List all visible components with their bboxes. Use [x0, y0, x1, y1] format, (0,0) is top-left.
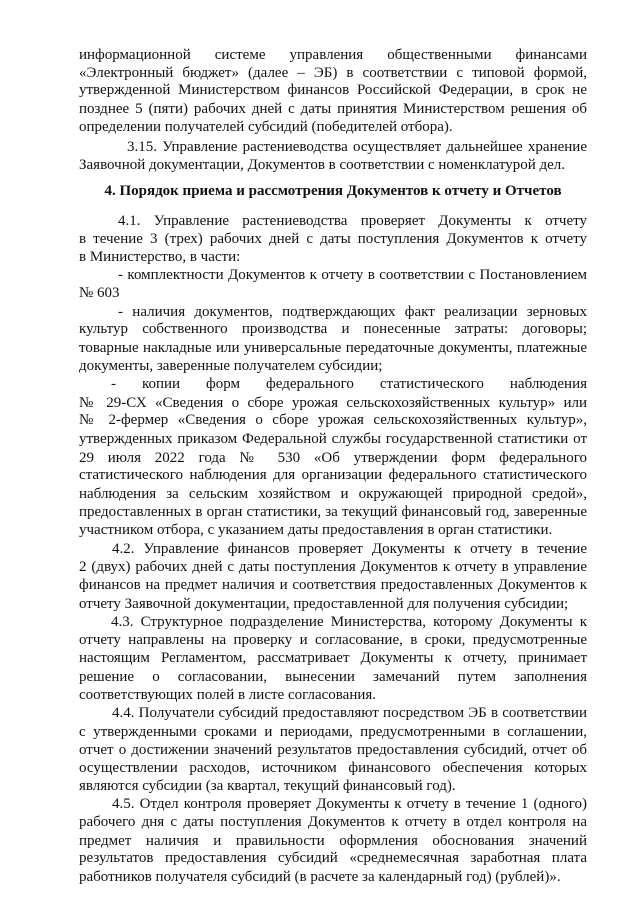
text-line: отчет о достижении значений результатов предоставления субсидий, отчет об — [79, 742, 587, 758]
text-line: - комплектности Документов к отчету в соответствии с Постановлением — [118, 267, 587, 283]
text-line: соответствующих полей в листе согласования. — [79, 687, 377, 703]
text-line: информационной системе управления общественными финансами — [79, 47, 587, 63]
text-line: 4.3. Структурное подразделение Министерства, которому Документы к — [111, 614, 587, 630]
text-line: - наличия документов, подтверждающих факт реализации зерновых — [118, 304, 587, 320]
text-line: с утвержденными сроками и периодами, предусмотренными в соглашении, — [79, 724, 587, 740]
text-line: работников получателя субсидий (в расчете за календарный год) (рублей)». — [79, 869, 561, 885]
text-line: 4.5. Отдел контроля проверяет Документы к отчету в течение 1 (одного) — [112, 796, 587, 812]
text-line: настоящим Регламентом, рассматривает Документы к отчету, принимает — [79, 650, 587, 666]
text-line: результатов предоставления субсидий «среднемесячная заработная плата — [79, 850, 587, 866]
text-line: рабочего дня с даты поступления Документов к отчету в отдел контроля на — [79, 814, 587, 830]
text-line: наблюдения за сельским хозяйством и окружающей природной средой», — [79, 486, 587, 502]
text-line: финансов на предмет наличия и соответствия предоставленных Документов к — [79, 577, 587, 593]
text-line: являются субсидии (за квартал, текущий финансовый год). — [79, 778, 456, 794]
text-line: позднее 5 (пяти) рабочих дней с даты принятия Министерством решения об — [79, 101, 587, 117]
section-heading: 4. Порядок приема и рассмотрения Документов к отчету и Отчетов — [104, 183, 562, 199]
text-line: - копии форм федерального статистического наблюдения — [111, 376, 587, 392]
text-line: 29 июля 2022 года № 530 «Об утверждении форм федерального — [79, 450, 587, 466]
text-line: культур собственного производства и понесенные затраты: договоры; — [79, 321, 587, 337]
text-line: № 2-фермер «Сведения о сборе урожая сельскохозяйственных культур», — [79, 412, 587, 428]
text-line: 3.15. Управление растениеводства осуществляет дальнейшее хранение — [127, 139, 587, 155]
text-line: № 29-СХ «Сведения о сборе урожая сельскохозяйственных культур» или — [79, 395, 587, 411]
text-line: Заявочной документации, Документов в соответствии с номенклатурой дел. — [79, 157, 566, 173]
text-line: предоставленных в орган статистики, за текущий финансовый год, заверенные — [79, 504, 587, 520]
text-line: осуществлении расходов, источником финансового обеспечения которых — [79, 760, 587, 776]
text-line: статистического наблюдения для организации федерального статистического — [79, 467, 587, 483]
text-line: 4.4. Получатели субсидий предоставляют посредством ЭБ в соответствии — [112, 705, 587, 721]
text-line: в течение 3 (трех) рабочих дней с даты поступления Документов к отчету — [79, 231, 587, 247]
text-line: документы, заверенные получателем субсидии; — [79, 358, 383, 374]
text-line: предмет наличия и правильности оформления обоснования значений — [79, 833, 587, 849]
text-line: 4.1. Управление растениеводства проверяет Документы к отчету — [118, 213, 587, 229]
text-line: «Электронный бюджет» (далее – ЭБ) в соответствии с типовой формой, — [79, 65, 587, 81]
text-line: утвержденных приказом Федеральной службы государственной статистики от — [79, 431, 587, 447]
text-line: определении получателей субсидий (победителей отбора). — [79, 119, 453, 135]
text-line: 2 (двух) рабочих дней с даты поступления Документов к отчету в управление — [79, 559, 587, 575]
text-line: № 603 — [79, 285, 120, 301]
text-line: утвержденной Министерством финансов Российской Федерации, в срок не — [79, 82, 587, 98]
text-line: в Министерство, в части: — [79, 249, 241, 265]
text-line: участником отбора, с указанием даты предоставления в орган статистики. — [79, 522, 553, 538]
text-line: товарные накладные или универсальные передаточные документы, платежные — [79, 340, 587, 356]
text-line: отчету Заявочной документации, предоставленной для получения субсидии; — [79, 596, 569, 612]
text-line: отчету направлены на проверку и согласование, в сроки, предусмотренные — [79, 632, 587, 648]
text-line: решение о согласовании, вынесении замечаний путем заполнения — [79, 669, 587, 685]
text-line: 4.2. Управление финансов проверяет Документы к отчету в течение — [112, 541, 587, 557]
